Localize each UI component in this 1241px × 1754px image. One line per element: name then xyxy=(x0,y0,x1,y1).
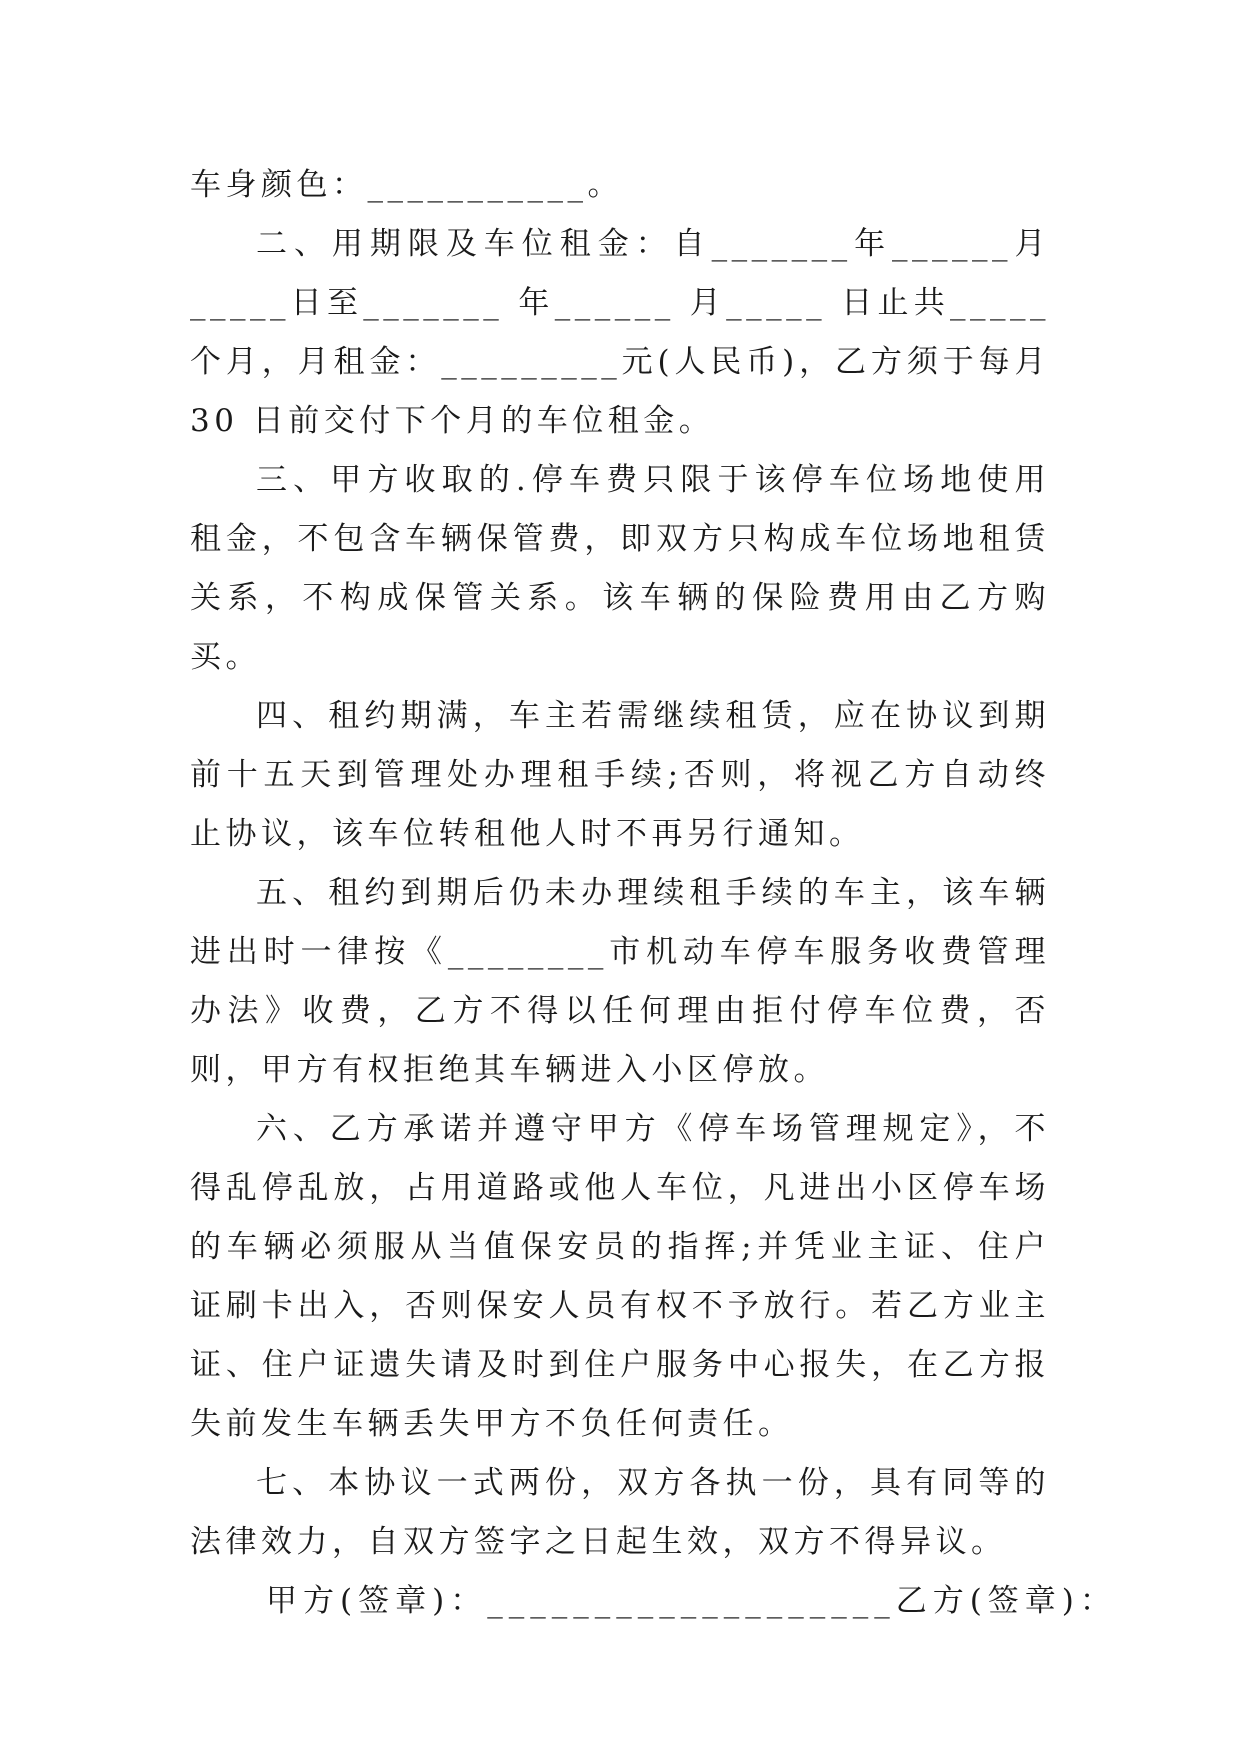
paragraph-fee-scope: 三、甲方收取的.停车费只限于该停车位场地使用租金，不包含车辆保管费，即双方只构成车位场地租赁关系，不构成保管关系。该车辆的保险费用由乙方购买。 xyxy=(190,462,1050,675)
document-body xyxy=(190,156,1117,1631)
paragraph-renewal: 四、租约期满，车主若需继续租赁，应在协议到期前十五天到管理处办理租手续;否则，将视乙方自动终止协议，该车位转租他人时不再另行通知。 xyxy=(190,698,1050,852)
paragraph-copies: 七、本协议一式两份，双方各执一份，具有同等的法律效力，自双方签字之日起生效，双方不得异议。 xyxy=(190,1465,1050,1560)
paragraph-rules: 六、乙方承诺并遵守甲方《停车场管理规定》，不得乱停乱放，占用道路或他人车位，凡进出小区停车场的车辆必须服从当值保安员的指挥;并凭业主证、住户证刷卡出入，否则保安人员有权不予放行。若乙方业主证、住户证遗失请及时到住户服务中心报失，在乙方报失前发生车辆丢失甲方不负任何责任。 xyxy=(190,1111,1050,1442)
signature-line: 甲方(签章)：___________________乙方(签章)： xyxy=(266,1583,1117,1619)
paragraph-vehicle-color: 车身颜色：___________。 xyxy=(190,167,623,203)
paragraph-overdue: 五、租约到期后仍未办理续租手续的车主，该车辆进出时一律按《________市机动车停车服务收费管理办法》收费，乙方不得以任何理由拒付停车位费，否则，甲方有权拒绝其车辆进入小区停放。 xyxy=(190,875,1050,1088)
paragraph-term-and-rent: 二、用期限及车位租金：自_______年______月_____日至_______ 年______ 月_____ 日止共_____ 个月，月租金：_________元(人民币)，乙方须于每月 30 日前交付下个月的车位租金。 xyxy=(190,226,1050,439)
